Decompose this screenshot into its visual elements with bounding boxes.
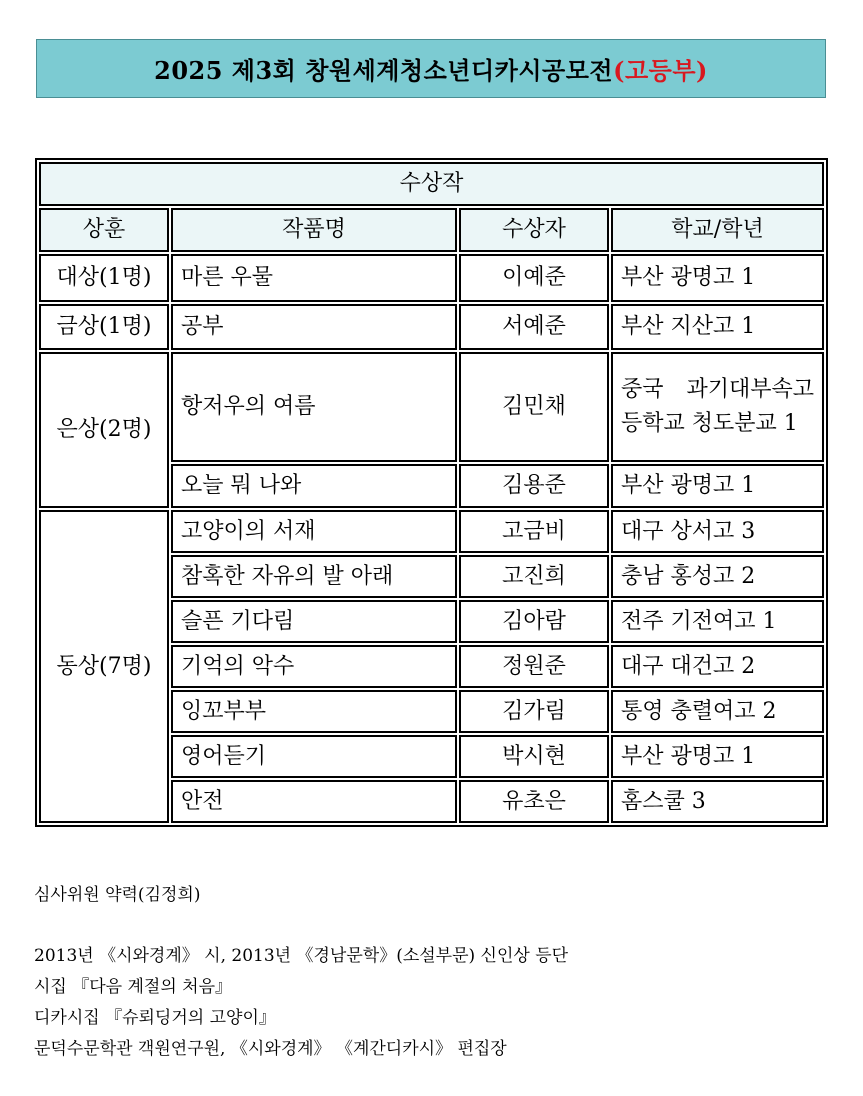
winner-name: 유초은 — [459, 780, 609, 823]
page-title-main: 2025 제3회 창원세계청소년디카시공모전 — [154, 56, 614, 85]
table-row — [39, 304, 824, 350]
school-grade: 대구 대건고 2 — [611, 645, 824, 688]
table-caption: 수상작 — [39, 162, 824, 206]
school-grade: 부산 광명고 1 — [611, 254, 824, 302]
judge-profile — [34, 880, 824, 1065]
work-title: 항저우의 여름 — [171, 352, 457, 462]
school-grade: 부산 광명고 1 — [611, 735, 824, 778]
winner-name: 김가림 — [459, 690, 609, 733]
judge-line: 문덕수문학관 객원연구원, 《시와경계》 《계간디카시》 편집장 — [34, 1039, 507, 1059]
table-row — [39, 510, 824, 553]
winner-name: 고진희 — [459, 555, 609, 598]
page-title — [36, 39, 826, 98]
judge-line: 2013년 《시와경계》 시, 2013년 《경남문학》(소설부문) 신인상 등단 — [34, 946, 569, 966]
work-title: 안전 — [171, 780, 457, 823]
awards-table — [35, 158, 828, 827]
school-grade: 홈스쿨 3 — [611, 780, 824, 823]
judge-heading: 심사위원 약력(김정희) — [34, 885, 201, 905]
work-title: 오늘 뭐 나와 — [171, 464, 457, 508]
header-title: 작품명 — [171, 208, 457, 252]
work-title: 공부 — [171, 304, 457, 350]
school-grade: 전주 기전여고 1 — [611, 600, 824, 643]
prize-cell: 금상(1명) — [39, 304, 169, 350]
table-row — [39, 254, 824, 302]
table-header-row — [39, 208, 824, 252]
work-title: 슬픈 기다림 — [171, 600, 457, 643]
prize-cell: 대상(1명) — [39, 254, 169, 302]
winner-name: 김아람 — [459, 600, 609, 643]
judge-line: 디카시집 『슈뢰딩거의 고양이』 — [34, 1008, 276, 1028]
page-title-accent: (고등부) — [613, 56, 708, 85]
judge-line: 시집 『다음 계절의 처음』 — [34, 977, 233, 997]
header-prize: 상훈 — [39, 208, 169, 252]
prize-cell: 동상(7명) — [39, 510, 169, 823]
school-grade: 부산 지산고 1 — [611, 304, 824, 350]
winner-name: 김민채 — [459, 352, 609, 462]
work-title: 영어듣기 — [171, 735, 457, 778]
table-caption-row — [39, 162, 824, 206]
winner-name: 박시현 — [459, 735, 609, 778]
header-school: 학교/학년 — [611, 208, 824, 252]
work-title: 잉꼬부부 — [171, 690, 457, 733]
winner-name: 김용준 — [459, 464, 609, 508]
prize-cell: 은상(2명) — [39, 352, 169, 508]
school-grade: 통영 충렬여고 2 — [611, 690, 824, 733]
winner-name: 정원준 — [459, 645, 609, 688]
winner-name: 고금비 — [459, 510, 609, 553]
winner-name: 서예준 — [459, 304, 609, 350]
school-grade: 대구 상서고 3 — [611, 510, 824, 553]
winner-name: 이예준 — [459, 254, 609, 302]
work-title: 마른 우물 — [171, 254, 457, 302]
table-row — [39, 352, 824, 462]
work-title: 참혹한 자유의 발 아래 — [171, 555, 457, 598]
school-grade: 부산 광명고 1 — [611, 464, 824, 508]
work-title: 고양이의 서재 — [171, 510, 457, 553]
school-grade: 중국 과기대부속고등학교 청도분교 1 — [611, 352, 824, 462]
header-winner: 수상자 — [459, 208, 609, 252]
work-title: 기억의 악수 — [171, 645, 457, 688]
school-grade: 충남 홍성고 2 — [611, 555, 824, 598]
